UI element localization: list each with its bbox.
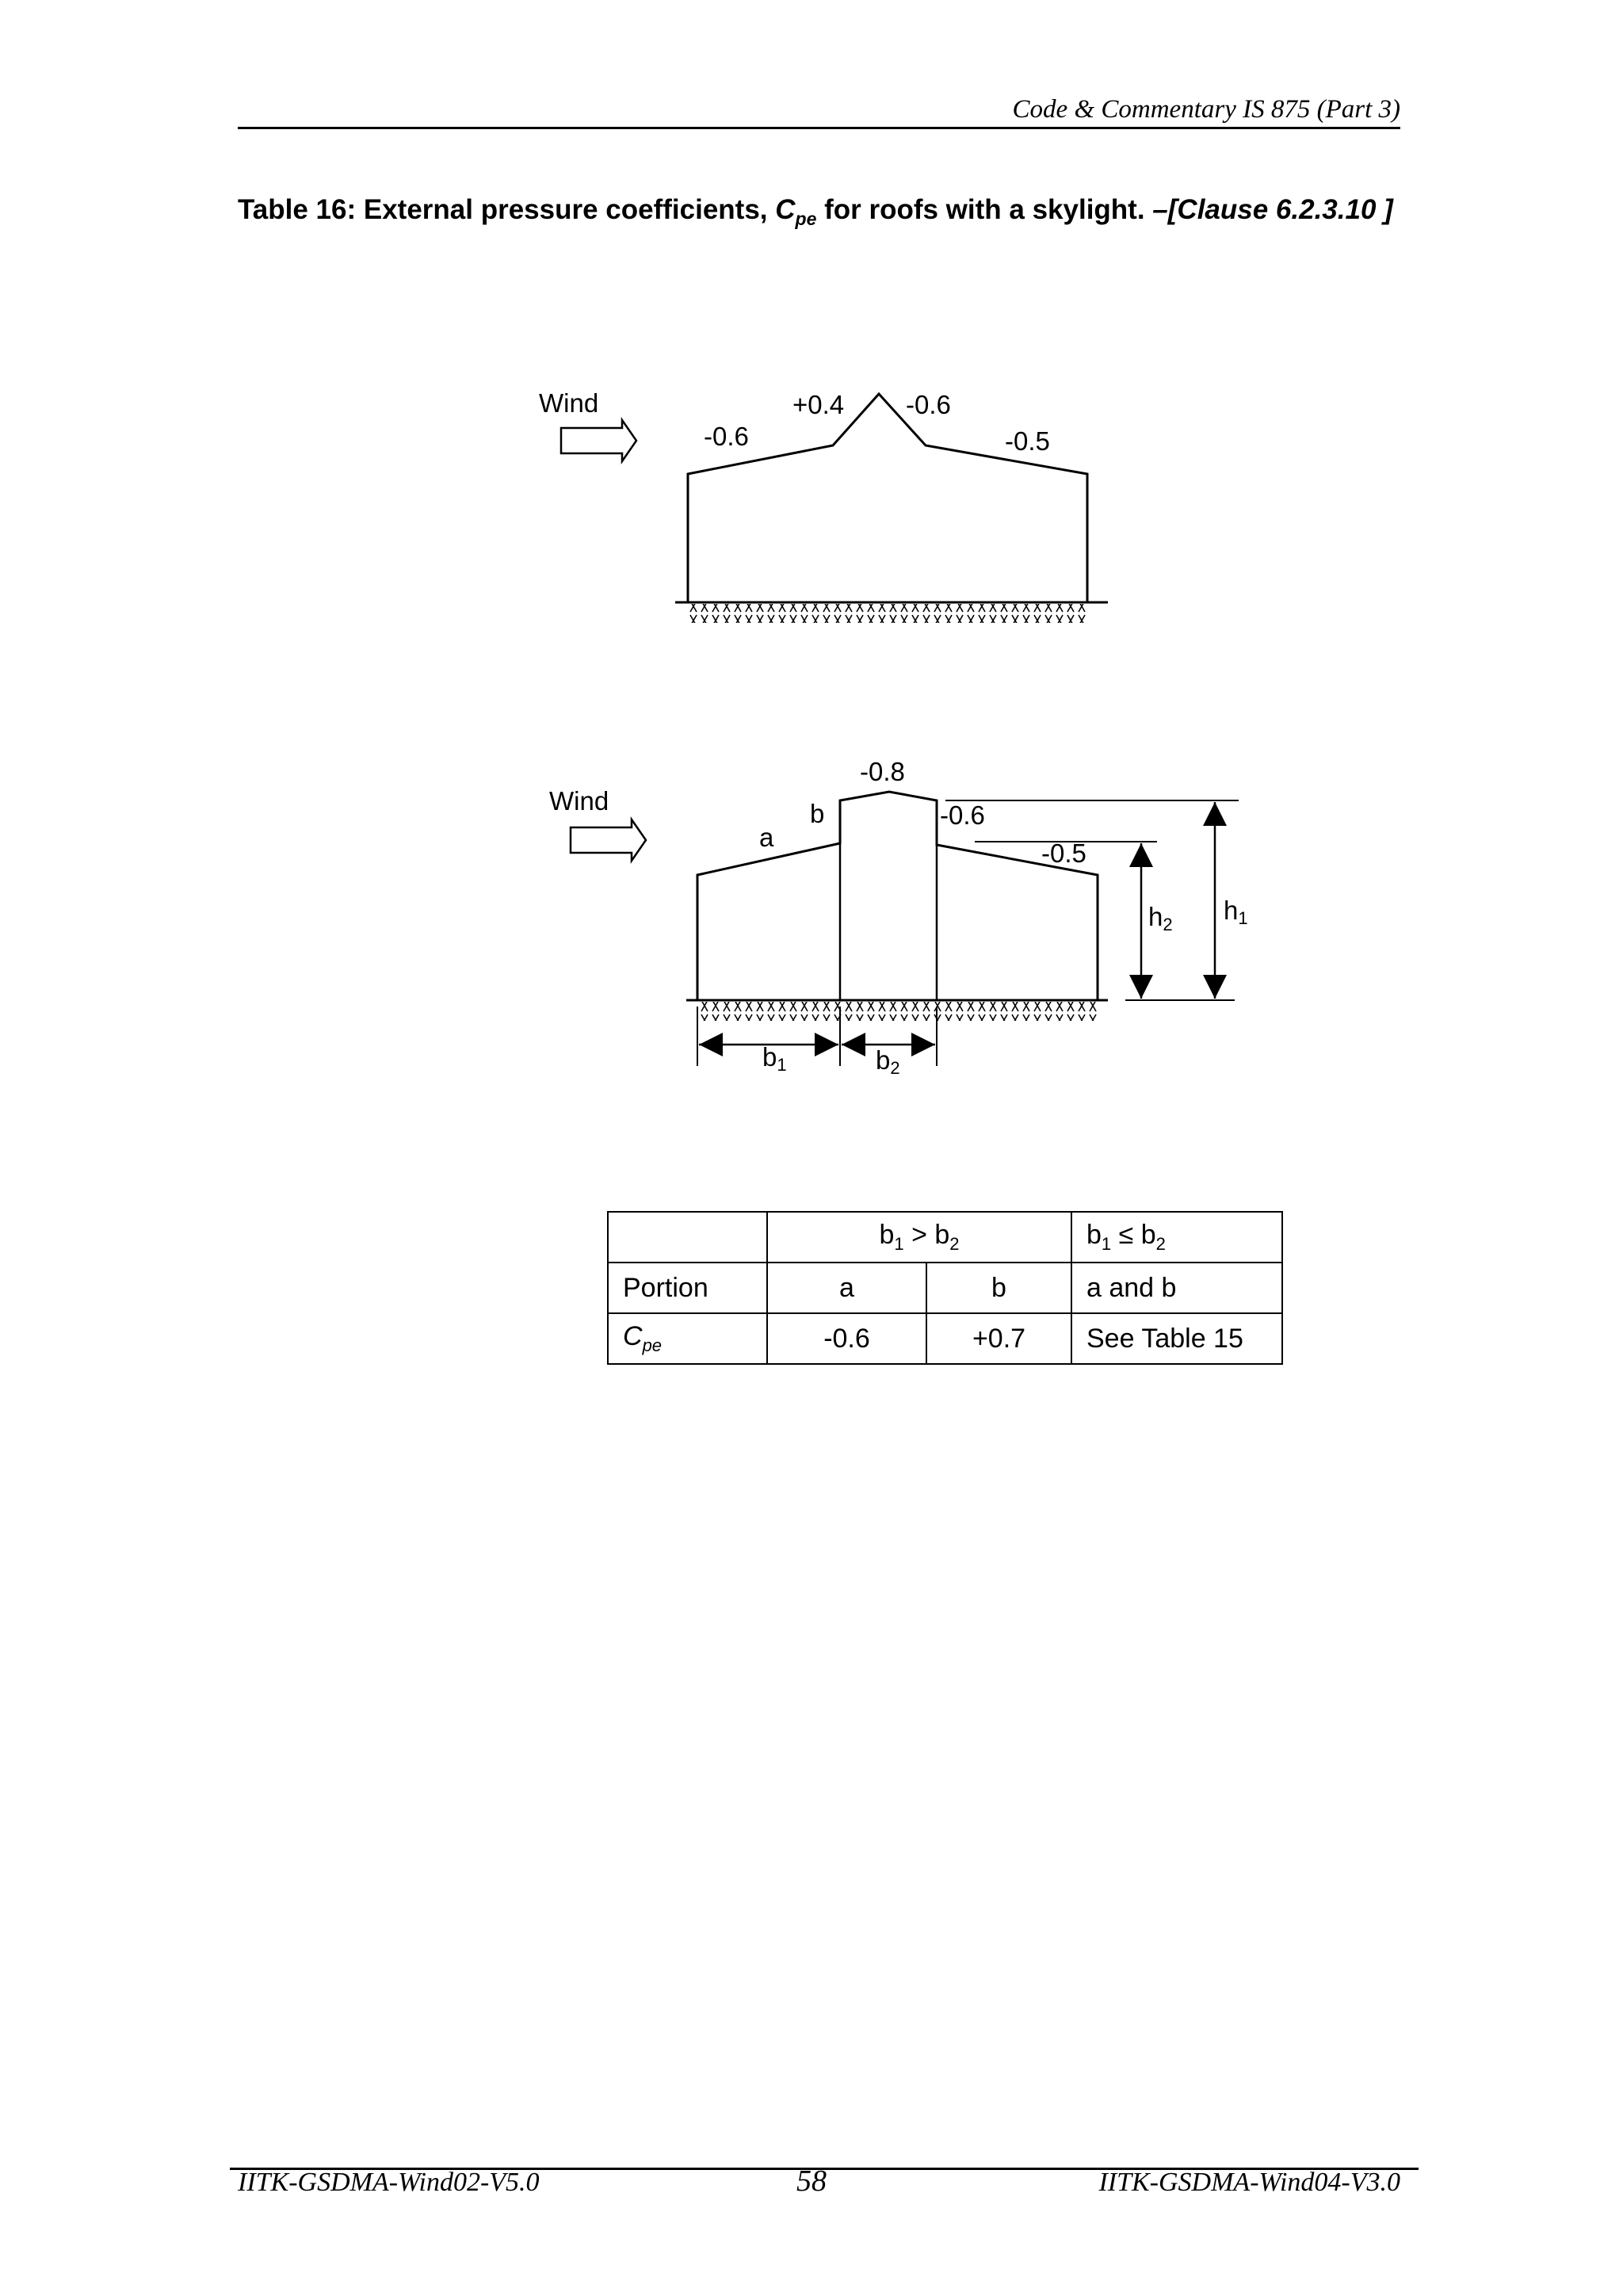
fig2-wind-arrow-icon <box>571 819 646 861</box>
hdr-gt-op: > <box>903 1220 935 1251</box>
fig2-label-b: b <box>810 799 825 828</box>
fig2-b1-label <box>762 1042 787 1075</box>
hdr-gt-left: b <box>879 1220 895 1251</box>
fig1-ground-hatch <box>689 604 1086 623</box>
table-header-b1-le-b2 <box>1071 1212 1282 1263</box>
caption-clause: –[Clause 6.2.3.10 ] <box>1152 194 1393 225</box>
fig2-coeff-right-wall: -0.6 <box>940 800 985 830</box>
footer-right: IITK-GSDMA-Wind04-V3.0 <box>1098 2168 1400 2197</box>
fig2-ground-hatch <box>697 1002 1098 1021</box>
fig2-b2-text: b <box>876 1045 891 1075</box>
table-header-row <box>608 1212 1282 1263</box>
fig2-coeff-top: -0.8 <box>860 757 905 786</box>
hdr-gt-right: b <box>934 1220 950 1251</box>
hdr-le-left: b <box>1086 1220 1102 1251</box>
caption-symbol-sub: pe <box>795 208 817 229</box>
figure-gable-skylight <box>539 388 1108 623</box>
cpe-label <box>608 1313 767 1364</box>
cpe-b: +0.7 <box>926 1313 1071 1364</box>
hdr-le-right-sub: 2 <box>1155 1233 1166 1254</box>
fig2-wind-label: Wind <box>549 786 609 816</box>
portion-a: a <box>767 1263 926 1313</box>
footer-left: IITK-GSDMA-Wind02-V5.0 <box>238 2168 540 2197</box>
caption-symbol: C <box>775 194 796 225</box>
figure-raised-skylight <box>549 757 1248 1078</box>
cpe-label-text: C <box>623 1321 643 1352</box>
fig2-coeff-right-roof: -0.5 <box>1041 839 1086 868</box>
fig2-b1-sub: 1 <box>777 1055 787 1075</box>
table-header-empty <box>608 1212 767 1263</box>
cpe-label-sub: pe <box>642 1335 663 1355</box>
hdr-le-left-sub: 1 <box>1101 1233 1112 1254</box>
fig1-wind-arrow-icon <box>561 420 636 461</box>
portion-label: Portion <box>608 1263 767 1313</box>
portion-ab: a and b <box>1071 1263 1282 1313</box>
fig2-h1-label <box>1224 896 1248 928</box>
fig1-coeff-left: -0.6 <box>704 422 749 451</box>
fig2-h2-text: h <box>1148 902 1163 931</box>
table-header-b1-gt-b2 <box>767 1212 1071 1263</box>
fig2-h1-sub: 1 <box>1238 908 1248 928</box>
fig2-h2-sub: 2 <box>1163 915 1173 934</box>
fig1-coeff-ridge-right: -0.6 <box>906 390 951 419</box>
fig2-h2-label <box>1148 902 1173 934</box>
caption-prefix: Table 16: External pressure coefficients, <box>238 194 776 225</box>
running-header: Code & Commentary IS 875 (Part 3) <box>1012 95 1400 124</box>
hdr-gt-right-sub: 2 <box>949 1233 960 1254</box>
hdr-gt-left-sub: 1 <box>894 1233 904 1254</box>
fig2-h1-text: h <box>1224 896 1239 925</box>
hdr-le-right: b <box>1140 1220 1156 1251</box>
portion-b: b <box>926 1263 1071 1313</box>
cpe-a: -0.6 <box>767 1313 926 1364</box>
fig2-b2-label <box>876 1045 900 1078</box>
cpe-ab: See Table 15 <box>1071 1313 1282 1364</box>
hdr-le-op: ≤ <box>1111 1220 1141 1251</box>
fig2-b2-sub: 2 <box>890 1058 900 1078</box>
fig1-coeff-right: -0.5 <box>1005 426 1050 456</box>
fig2-label-a: a <box>759 823 774 852</box>
table-row-portion <box>608 1263 1282 1313</box>
fig1-coeff-ridge-left: +0.4 <box>792 390 845 419</box>
cpe-table <box>607 1211 1283 1365</box>
caption-middle: for roofs with a skylight. <box>816 194 1153 225</box>
fig1-wind-label: Wind <box>539 388 599 418</box>
page-number: 58 <box>796 2164 827 2198</box>
fig2-b1-text: b <box>762 1042 777 1072</box>
table-row-cpe <box>608 1313 1282 1364</box>
fig2-building-outline <box>697 792 1098 1000</box>
